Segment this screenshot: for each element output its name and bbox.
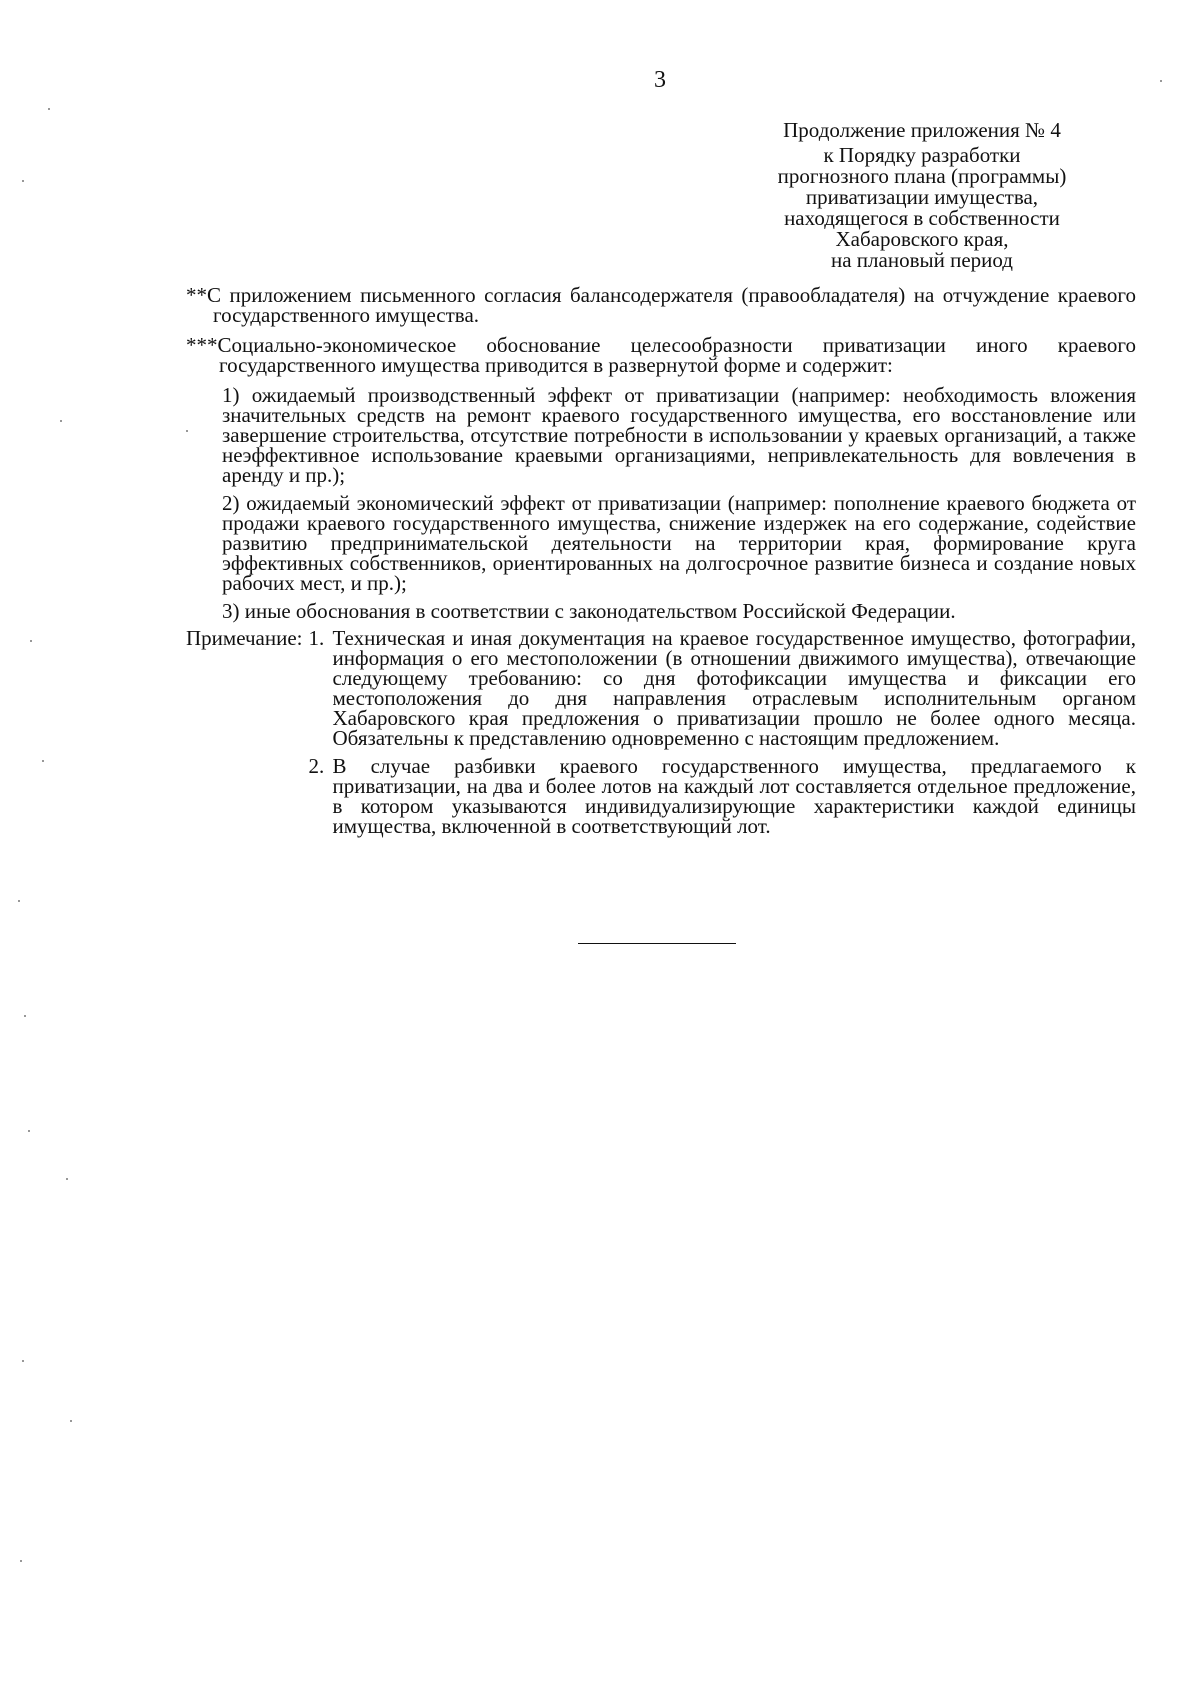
scan-speck (18, 900, 20, 902)
scan-speck (48, 108, 50, 110)
header-line: приватизации имущества, (805, 185, 1039, 209)
header-line: Хабаровского края, (835, 227, 1009, 251)
footnote-triple-asterisk: ***Социально-экономическое обоснование целесообразности приватизации иного краевого государственного имущества приводится в развернутой форме и содержит: (186, 333, 1136, 377)
appendix-header (752, 120, 1092, 271)
header-line: Продолжение приложения № 4 (783, 118, 1061, 142)
header-line: на плановый период (831, 248, 1013, 272)
scan-speck (22, 1360, 24, 1362)
scan-speck (20, 1560, 22, 1562)
scan-speck (70, 1420, 72, 1422)
scan-speck (186, 430, 188, 432)
list-item: 3) иные обоснования в соответствии с законодательством Российской Федерации. (222, 599, 956, 623)
scan-speck (30, 640, 32, 642)
header-line: прогнозного плана (программы) (777, 164, 1067, 188)
remark-item-number: 2. (308, 754, 325, 778)
remark-list (309, 628, 1136, 844)
header-line: находящегося в собственности (784, 206, 1060, 230)
header-line: к Порядку разработки (823, 143, 1021, 167)
footnote-double-asterisk: **С приложением письменного согласия балансодержателя (правообладателя) на отчуждение краевого государственного имущества. (186, 283, 1136, 327)
remark-item (309, 756, 1136, 836)
footnotes (186, 285, 1136, 629)
remark-label: Примечание: (186, 626, 303, 650)
remark-item-number: 1. (308, 626, 325, 650)
remark-item (309, 628, 1136, 748)
scan-speck (66, 1178, 68, 1180)
scan-speck (60, 420, 62, 422)
scan-speck (22, 180, 24, 182)
list-item: 1) ожидаемый производственный эффект от приватизации (например: необходимость вложения значительных средств на ремонт краевого государственного имущества, его восстановление или завершение строительства, отсутствие потребности в использовании у краевых организаций, а также неэффективное использование краевыми организациями, непривлекательность для вовлечения в аренду и пр.); (222, 383, 1136, 487)
scan-speck (24, 1015, 26, 1017)
justification-list (222, 385, 1136, 621)
remark-item-text: Техническая и иная документация на краевое государственное имущество, фотографии, информация о его местоположении (в отношении движимого имущества), отвечающие следующему требованию: со дня фотофиксации имущества и фиксации его местоположения до дня направления отраслевым исполнительным органом Хабаровского края предложения о приватизации прошло не более одного месяца. Обязательны к представлению одновременно с настоящим предложением. (332, 626, 1136, 750)
remark-block (186, 628, 1136, 844)
scan-speck (42, 760, 44, 762)
scan-speck (1160, 80, 1162, 82)
remark-item-text: В случае разбивки краевого государственного имущества, предлагаемого к приватизации, на два и более лотов на каждый лот составляется отдельное предложение, в котором указываются индивидуализирующие характеристики каждой единицы имущества, включенной в соответствующий лот. (332, 754, 1136, 838)
page-number: 3 (654, 67, 666, 93)
list-item: 2) ожидаемый экономический эффект от приватизации (например: пополнение краевого бюджета от продажи краевого государственного имущества, снижение издержек на его содержание, содействие развитию предпринимательской деятельности на территории края, формирование круга эффективных собственников, ориентированных на долгосрочное развитие бизнеса и создание новых рабочих мест, и пр.); (222, 491, 1136, 595)
scan-speck (28, 1130, 30, 1132)
end-of-document-rule (578, 943, 736, 944)
